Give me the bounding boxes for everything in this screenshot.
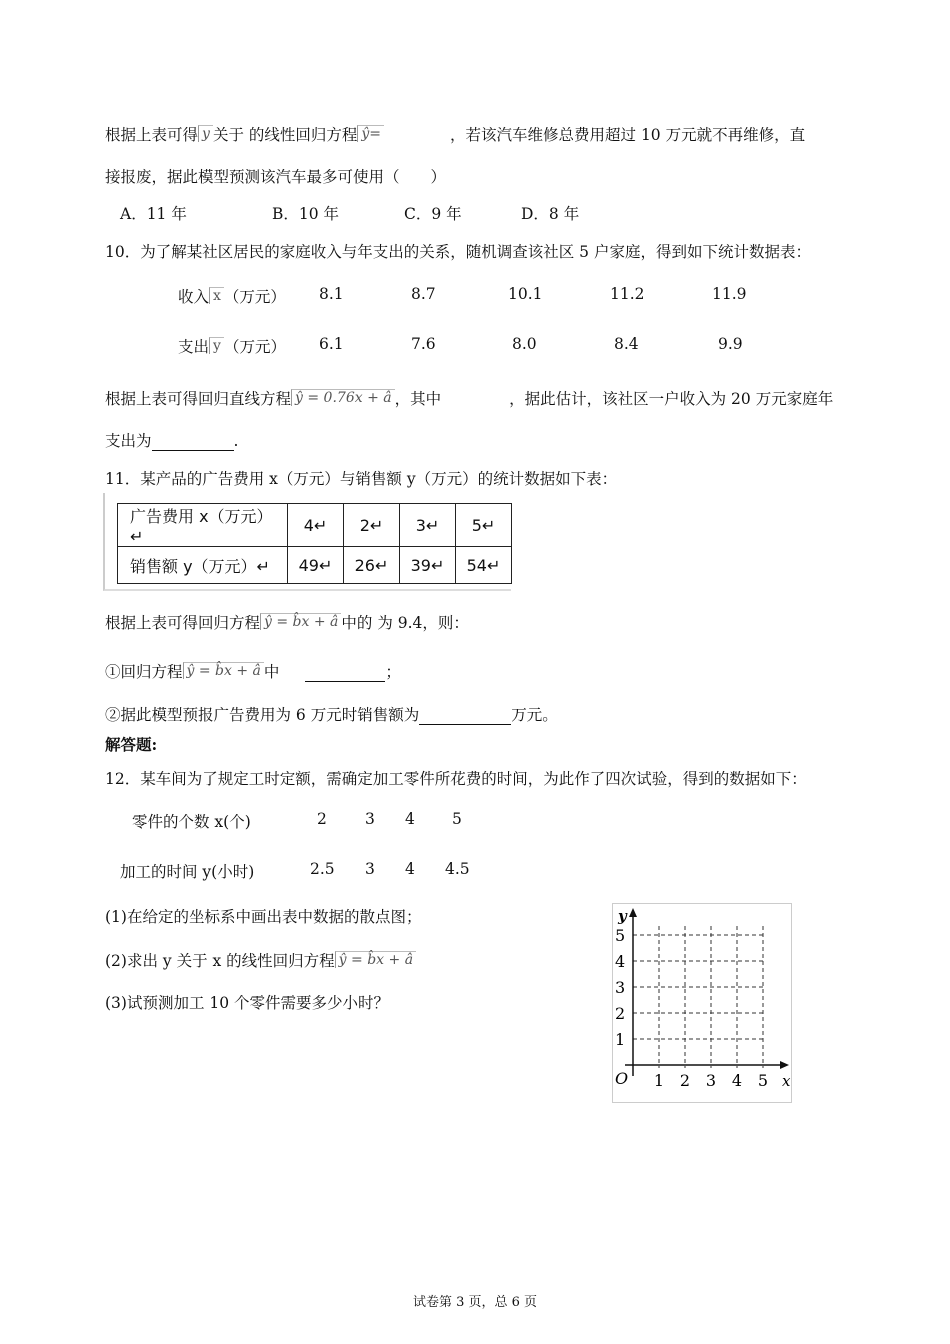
q10-stem: 10．为了解某社区居民的家庭收入与年支出的关系，随机调查该社区 5 户家庭，得到如下统计数据表： <box>105 243 811 261</box>
q10-answer-blank[interactable] <box>152 432 234 451</box>
q12-y-cell: 4 <box>405 860 415 878</box>
q11-sub1-text-a: ①回归方程 <box>105 663 183 681</box>
q11-blank-2[interactable] <box>419 706 511 725</box>
q10-expense-cell: 6.1 <box>319 335 344 353</box>
table-row <box>118 547 512 584</box>
q9-option-a: A．11 年 <box>120 205 187 223</box>
q10-row1-var: x <box>209 287 224 304</box>
q12-stem: 12．某车间为了规定工时定额，需确定加工零件所花费的时间，为此作了四次试验，得到的数据如下： <box>105 770 807 788</box>
x-tick-labels <box>654 1071 768 1090</box>
q12-part1: (1)在给定的坐标系中画出表中数据的散点图； <box>105 908 422 926</box>
origin-label: O <box>615 1069 629 1088</box>
x-axis-label: x <box>782 1072 791 1090</box>
q11-sub1-equation: ŷ = b̂x + â <box>183 662 264 679</box>
q9-line2: 接报废，据此模型预测该汽车最多可使用（ ） <box>105 168 447 186</box>
q11-equation: ŷ = b̂x + â <box>260 613 341 630</box>
table-row <box>118 504 512 547</box>
q10-income-cell: 8.1 <box>319 285 344 303</box>
q12-x-cell: 4 <box>405 810 415 828</box>
y-tick-label: 1 <box>615 1030 626 1049</box>
grid-lines <box>633 926 765 1068</box>
q11-x-cell: 4↵ <box>288 504 344 547</box>
q10-expense-cell: 9.9 <box>718 335 743 353</box>
coordinate-grid <box>612 903 792 1103</box>
q12-row1-label: 零件的个数 x(个) <box>132 813 251 831</box>
q11-text-a: 根据上表可得回归方程 <box>105 614 261 632</box>
y-tick-labels <box>615 926 625 1049</box>
q10-line2-end: . <box>233 432 239 450</box>
q12-y-cell: 3 <box>365 860 375 878</box>
q11-x-cell: 3↵ <box>400 504 456 547</box>
q9-y-symbol: y <box>198 125 213 142</box>
q12-part3: (3)试预测加工 10 个零件需要多少小时？ <box>105 994 390 1012</box>
q12-y-cell: 2.5 <box>310 860 335 878</box>
q12-row2-label: 加工的时间 y(小时) <box>120 863 255 881</box>
q10-income-cell: 11.2 <box>610 285 645 303</box>
q11-row2-label: 销售额 y（万元）↵ <box>118 547 288 584</box>
q10-line2 <box>105 429 238 451</box>
q12-x-cell: 2 <box>317 810 327 828</box>
q10-expense-cell: 8.0 <box>512 335 537 353</box>
q11-text-b: 中的 为 9.4，则： <box>341 614 469 632</box>
q11-y-cell: 26↵ <box>344 547 400 584</box>
q11-y-cell: 54↵ <box>456 547 512 584</box>
q10-row1-unit: （万元） <box>223 288 286 306</box>
q9-option-d: D．8 年 <box>521 205 580 223</box>
q10-income-cell: 8.7 <box>411 285 436 303</box>
q11-sub2-text-a: ②据此模型预报广告费用为 6 万元时销售额为 <box>105 706 420 724</box>
q11-y-cell: 49↵ <box>288 547 344 584</box>
y-axis-arrow <box>629 908 637 917</box>
q10-income-cell: 10.1 <box>508 285 543 303</box>
q10-line1 <box>105 387 833 409</box>
q9-line1 <box>105 123 805 145</box>
q9-option-c: C．9 年 <box>404 205 462 223</box>
coordinate-grid-svg <box>613 904 791 1102</box>
q9-option-b: B．10 年 <box>272 205 340 223</box>
q12-y-cell: 4.5 <box>445 860 470 878</box>
q11-table <box>117 503 512 584</box>
q10-text-b: ，其中 <box>394 390 442 408</box>
x-tick-label: 2 <box>679 1071 691 1090</box>
q10-expense-cell: 8.4 <box>614 335 639 353</box>
q11-line1 <box>105 611 469 633</box>
y-tick-label: 4 <box>615 952 626 971</box>
q12-part2-equation: ŷ = b̂x + â <box>335 951 416 968</box>
y-tick-label: 3 <box>615 978 626 997</box>
q10-row2-label <box>178 335 286 357</box>
q10-row1-label <box>178 285 286 307</box>
q11-sub1-text-b: 中 <box>263 663 280 681</box>
q10-row2-unit: （万元） <box>223 338 286 356</box>
q11-blank-1[interactable] <box>305 663 385 682</box>
y-tick-label: 2 <box>615 1004 626 1023</box>
q10-row2-var: y <box>209 337 224 354</box>
x-tick-label: 3 <box>705 1071 717 1090</box>
q11-sub1 <box>105 660 401 682</box>
q10-line2-text: 支出为 <box>105 432 152 450</box>
x-tick-label: 4 <box>731 1071 743 1090</box>
q9-equation-symbol: ŷ= <box>357 125 384 142</box>
q10-expense-cell: 7.6 <box>411 335 436 353</box>
q9-text-c: ，若该汽车维修总费用超过 10 万元就不再维修，直 <box>450 126 806 144</box>
q12-part2-text: (2)求出 y 关于 x 的线性回归方程 <box>105 952 335 970</box>
q11-y-cell: 39↵ <box>400 547 456 584</box>
x-tick-label: 5 <box>757 1071 769 1090</box>
q9-text-b: 关于 的线性回归方程 <box>212 126 358 144</box>
q10-equation: ŷ = 0.76x + â <box>291 389 395 406</box>
page-footer: 试卷第 3 页，总 6 页 <box>412 1295 538 1310</box>
q9-text-a: 根据上表可得 <box>105 126 199 144</box>
q12-x-cell: 5 <box>452 810 462 828</box>
q11-sub1-text-c: ； <box>385 663 401 681</box>
q10-income-cell: 11.9 <box>712 285 747 303</box>
q10-text-c: ，据此估计，该社区一户收入为 20 万元家庭年 <box>509 390 834 408</box>
x-axis-arrow <box>780 1061 789 1069</box>
q11-sub2-text-b: 万元。 <box>511 706 558 724</box>
q11-sub2 <box>105 703 558 725</box>
q10-row1-label-text: 收入 <box>178 288 210 306</box>
q11-row1-label: 广告费用 x（万元）↵ <box>118 504 288 547</box>
q10-text-a: 根据上表可得回归直线方程 <box>105 390 292 408</box>
q10-row2-label-text: 支出 <box>178 338 210 356</box>
x-tick-label: 1 <box>653 1071 665 1090</box>
section-heading: 解答题: <box>105 735 158 754</box>
q11-stem: 11．某产品的广告费用 x（万元）与销售额 y（万元）的统计数据如下表： <box>105 470 618 488</box>
y-axis-label: y <box>618 907 627 925</box>
q12-part2 <box>105 949 416 971</box>
y-tick-label: 5 <box>615 926 626 945</box>
q11-x-cell: 2↵ <box>344 504 400 547</box>
q12-x-cell: 3 <box>365 810 375 828</box>
q11-x-cell: 5↵ <box>456 504 512 547</box>
